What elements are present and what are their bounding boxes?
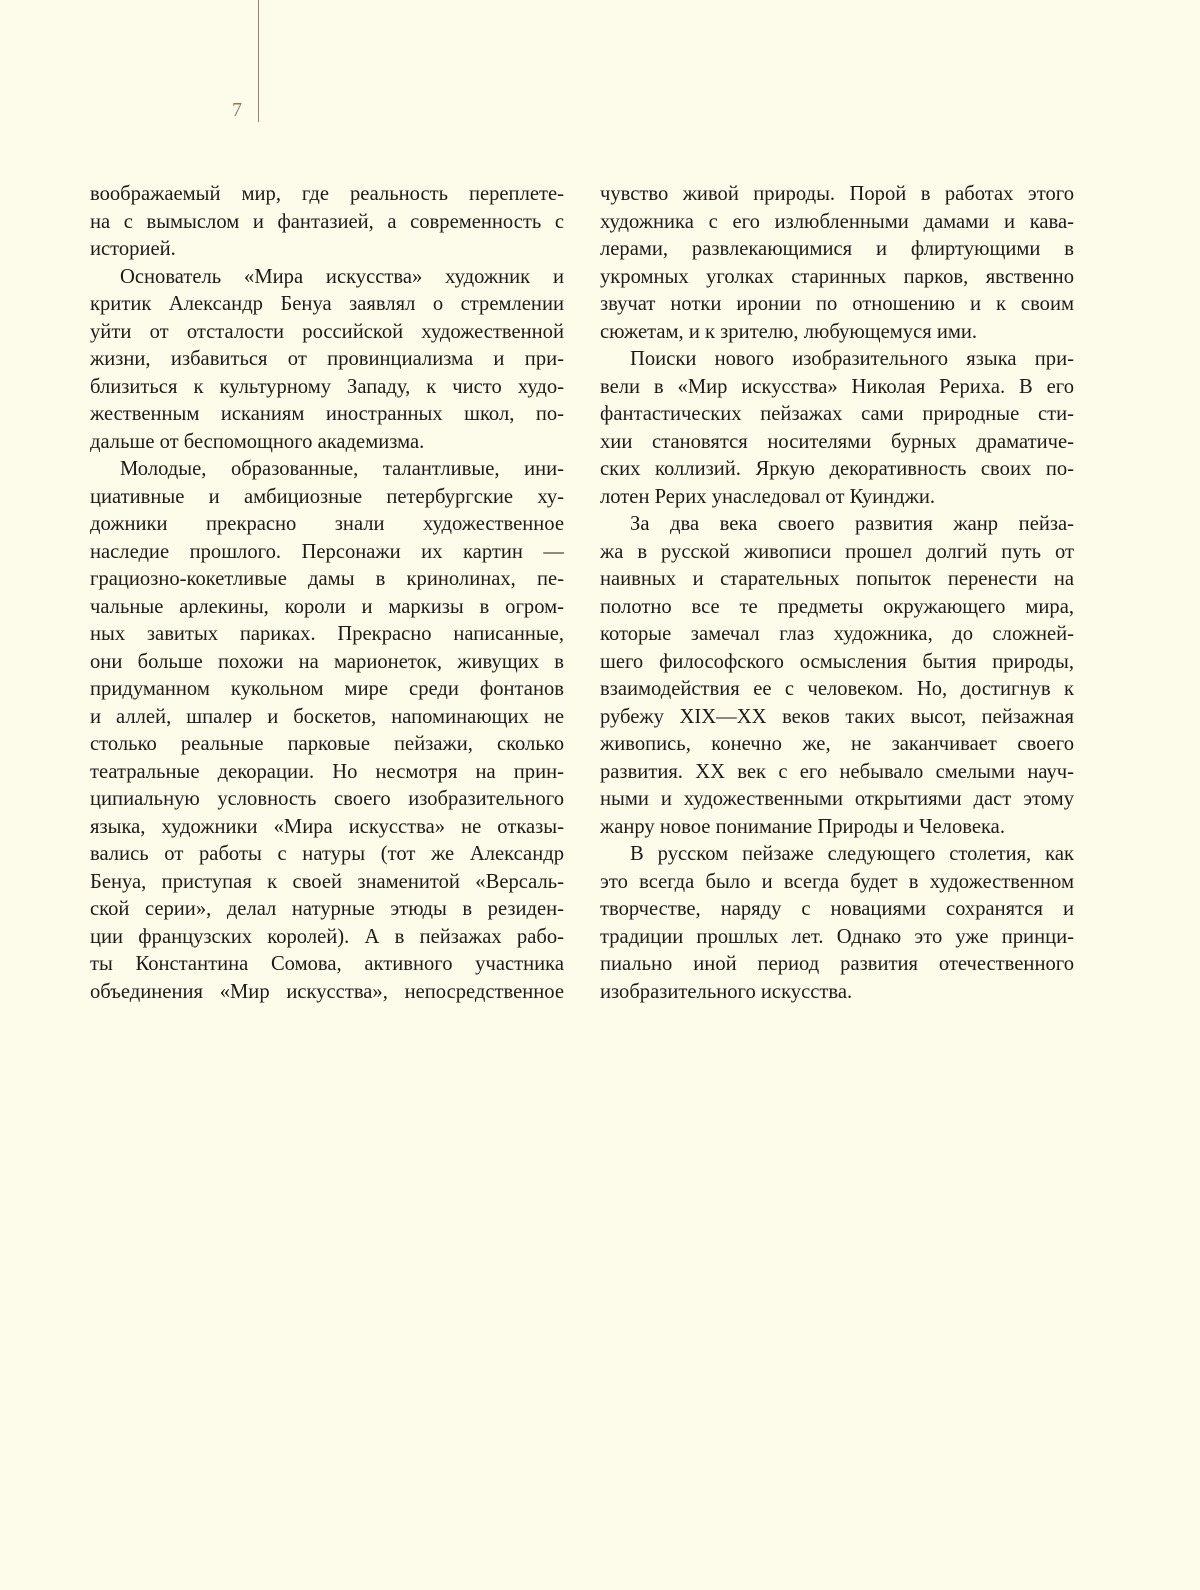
text-line: дальше от беспомощного академизма. bbox=[90, 430, 425, 453]
text-line: В русском пейзаже следующего столетия, как bbox=[630, 843, 1074, 865]
text-line: хии становятся носителями бурных драматиче- bbox=[600, 430, 1074, 453]
text-line: вели в «Мир искусства» Николая Рериха. В его bbox=[600, 375, 1074, 398]
paragraph bbox=[600, 511, 1074, 841]
text-line: пиально иной период развития отечественного bbox=[600, 953, 1074, 975]
left-text-column bbox=[90, 181, 564, 1006]
text-line: наивных и старательных попыток перенести на bbox=[600, 568, 1074, 590]
text-line: Поиски нового изобразительного языка при- bbox=[630, 348, 1074, 370]
text-line: на с вымыслом и фантазией, а современность с bbox=[90, 210, 564, 233]
paragraph bbox=[90, 181, 564, 264]
text-line: развития. XX век с его небывало смелыми науч- bbox=[600, 760, 1074, 783]
text-line: ских коллизий. Яркую декоративность своих по- bbox=[600, 458, 1074, 480]
paragraph bbox=[90, 456, 564, 1006]
paragraph bbox=[600, 181, 1074, 346]
text-line: театральные декорации. Но несмотря на прин- bbox=[90, 760, 564, 783]
paragraph bbox=[600, 841, 1074, 1006]
text-line: ными и художественными открытиями даст этому bbox=[600, 788, 1074, 810]
text-line: творчестве, наряду с новациями сохранятся и bbox=[600, 898, 1074, 920]
text-line: уйти от отсталости российской художественной bbox=[90, 320, 564, 343]
text-line: сюжетам, и к зрителю, любующемуся ими. bbox=[600, 320, 978, 343]
text-line: художника с его излюбленными дамами и кава- bbox=[600, 210, 1074, 233]
text-line: они больше похожи на марионеток, живущих в bbox=[90, 650, 564, 673]
text-line: и аллей, шпалер и боскетов, напоминающих не bbox=[90, 705, 564, 728]
text-line: ции французских королей). А в пейзажах рабо- bbox=[90, 925, 564, 948]
text-line: критик Александр Бенуа заявлял о стремлении bbox=[90, 293, 564, 315]
text-line: ципиальную условность своего изобразительного bbox=[90, 788, 564, 810]
text-line: изобразительного искусства. bbox=[600, 980, 853, 1003]
text-line: Молодые, образованные, талантливые, ини- bbox=[120, 458, 564, 480]
text-line: живопись, конечно же, не заканчивает своего bbox=[600, 733, 1074, 755]
text-line: взаимодействия ее с человеком. Но, достигнув к bbox=[600, 678, 1074, 700]
right-text-column bbox=[600, 181, 1074, 1006]
text-line: которые замечал глаз художника, до сложней- bbox=[600, 623, 1074, 645]
text-line: близиться к культурному Западу, к чисто худо- bbox=[90, 375, 564, 398]
text-line: Бенуа, приступая к своей знаменитой «Версаль- bbox=[90, 870, 564, 893]
text-line: жа в русской живописи прошел долгий путь от bbox=[600, 540, 1074, 563]
text-line: фантастических пейзажах сами природные сти- bbox=[600, 403, 1074, 425]
text-line: столько реальные парковые пейзажи, сколько bbox=[90, 733, 564, 755]
text-line: вались от работы с натуры (тот же Александр bbox=[90, 843, 564, 865]
text-line: ты Константина Сомова, активного участника bbox=[90, 953, 564, 975]
text-line: лотен Рерих унаследовал от Куинджи. bbox=[600, 485, 935, 508]
text-line: грациозно-кокетливые дамы в кринолинах, пе- bbox=[90, 568, 564, 590]
text-line: языка, художники «Мира искусства» не отказы- bbox=[90, 815, 564, 838]
paragraph bbox=[600, 346, 1074, 511]
text-line: полотно все те предметы окружающего мира, bbox=[600, 595, 1074, 618]
text-line: ных завитых париках. Прекрасно написанные, bbox=[90, 623, 564, 645]
text-line: циативные и амбициозные петербургские ху- bbox=[90, 485, 564, 508]
text-line: наследие прошлого. Персонажи их картин — bbox=[90, 540, 564, 563]
text-line: шего философского осмысления бытия природы, bbox=[600, 650, 1074, 673]
text-line: воображаемый мир, где реальность переплете- bbox=[90, 183, 564, 205]
text-line: За два века своего развития жанр пейза- bbox=[630, 513, 1074, 535]
text-line: чальные арлекины, короли и маркизы в огром- bbox=[90, 595, 564, 618]
text-line: чувство живой природы. Порой в работах этого bbox=[600, 183, 1074, 205]
paragraph bbox=[90, 264, 564, 457]
text-line: рубежу XIX—XX веков таких высот, пейзажная bbox=[600, 705, 1074, 728]
text-line: лерами, развлекающимися и флиртующими в bbox=[600, 238, 1074, 260]
text-line: историей. bbox=[90, 238, 176, 260]
text-line: ской серии», делал натурные этюды в резиден- bbox=[90, 898, 564, 920]
text-line: звучат нотки иронии по отношению и к своим bbox=[600, 293, 1074, 315]
text-line: традиции прошлых лет. Однако это уже принци- bbox=[600, 925, 1074, 948]
text-line: объединения «Мир искусства», непосредственное bbox=[90, 980, 564, 1003]
text-line: жественным исканиям иностранных школ, по- bbox=[90, 403, 564, 425]
text-line: это всегда было и всегда будет в художественном bbox=[600, 870, 1074, 893]
text-line: жанру новое понимание Природы и Человека. bbox=[600, 815, 1005, 838]
top-divider-line bbox=[258, 0, 259, 122]
text-line: дожники прекрасно знали художественное bbox=[90, 513, 564, 535]
text-line: придуманном кукольном мире среди фонтанов bbox=[90, 678, 564, 700]
text-line: Основатель «Мира искусства» художник и bbox=[120, 265, 564, 288]
text-line: укромных уголках старинных парков, явственно bbox=[600, 265, 1074, 288]
text-line: жизни, избавиться от провинциализма и при- bbox=[90, 348, 564, 370]
page-number: 7 bbox=[232, 99, 242, 121]
